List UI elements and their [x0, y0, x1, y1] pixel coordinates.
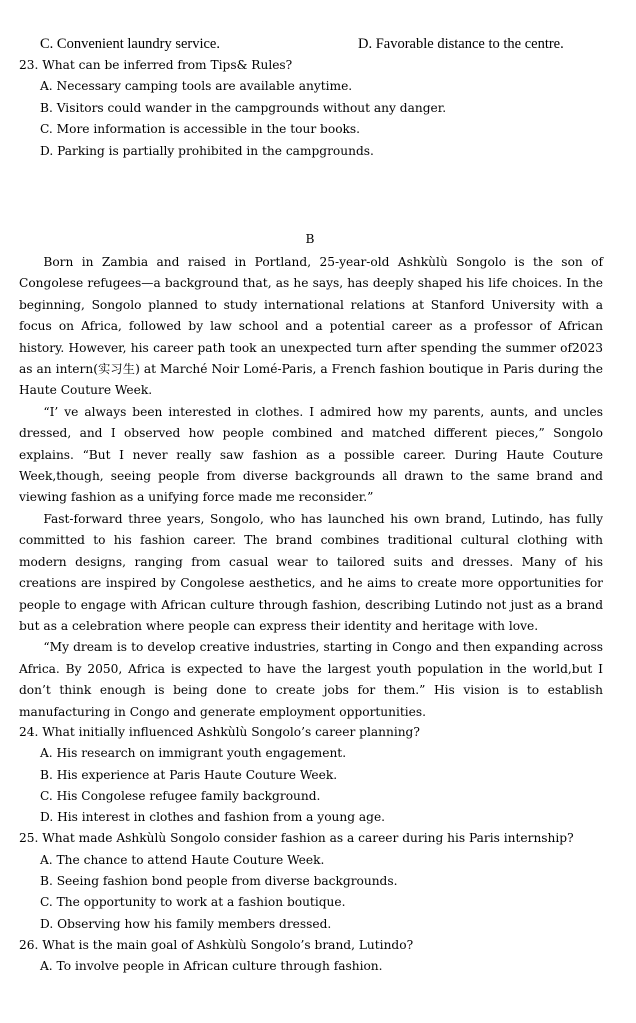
- section-label: B: [305, 232, 315, 246]
- question-23-option-c: C. More information is accessible in the tour books.: [40, 122, 361, 136]
- question-23-stem: 23. What can be inferred from Tips& Rules?: [19, 58, 293, 72]
- question-23-option-d: D. Parking is partially prohibited in the campgrounds.: [40, 144, 374, 158]
- question-25-option-a: A. The chance to attend Haute Couture Week.: [40, 853, 325, 867]
- question-23-option-a: A. Necessary camping tools are available anytime.: [40, 79, 353, 93]
- option-c: C. Convenient laundry service.: [40, 36, 220, 52]
- question-24-option-a: A. His research on immigrant youth engagement.: [40, 746, 347, 760]
- question-25-option-b: B. Seeing fashion bond people from diverse backgrounds.: [40, 874, 398, 888]
- passage-paragraph: “I’ ve always been interested in clothes. I admired how my parents, aunts, and uncles dressed, and I observed how people combined and matched different pieces,” Songolo explains. “But I never really saw fashion as a possible career. During Haute Couture Week,though, seeing people from diverse backgrounds all drawn to the same brand and viewing fashion as a unifying force made me reconsider.”: [19, 404, 603, 505]
- question-24-option-c: C. His Congolese refugee family background.: [40, 789, 321, 803]
- question-24-option-d: D. His interest in clothes and fashion from a young age.: [40, 810, 386, 824]
- question-25-option-d: D. Observing how his family members dressed.: [40, 917, 332, 931]
- question-26-stem: 26. What is the main goal of Ashkùlù Songolo’s brand, Lutindo?: [19, 938, 414, 952]
- passage-paragraph: “My dream is to develop creative industries, starting in Congo and then expanding across Africa. By 2050, Africa is expected to have the largest youth population in the world,but I don’t think enough is being done to create jobs for them.” His vision is to establish manufacturing in Congo and generate employment opportunities.: [19, 640, 603, 719]
- question-24-stem: 24. What initially influenced Ashkùlù Songolo’s career planning?: [19, 725, 420, 739]
- passage-paragraph: Fast-forward three years, Songolo, who has launched his own brand, Lutindo, has fully committed to his fashion career. The brand combines traditional cultural clothing with modern designs, ranging from casual wear to tailored suits and dresses. Many of his creations are inspired by Congolese aesthetics, and he aims to create more opportunities for people to engage with African culture through fashion, describing Lutindo not just as a brand but as a celebration where people can express their identity and heritage with love.: [19, 511, 603, 633]
- question-23-option-b: B. Visitors could wander in the campgrounds without any danger.: [40, 101, 447, 115]
- question-26-option-a: A. To involve people in African culture through fashion.: [40, 959, 383, 973]
- question-25-option-c: C. The opportunity to work at a fashion boutique.: [40, 895, 346, 909]
- option-d: D. Favorable distance to the centre.: [358, 36, 564, 52]
- reading-passage: [19, 252, 603, 723]
- question-25-stem: 25. What made Ashkùlù Songolo consider fashion as a career during his Paris internship?: [19, 831, 574, 845]
- passage-paragraph: Born in Zambia and raised in Portland, 25-year-old Ashkùlù Songolo is the son of Congolese refugees—a background that, as he says, has deeply shaped his life choices. In the beginning, Songolo planned to study international relations at Stanford University with a focus on Africa, followed by law school and a potential career as a professor of African history. However, his career path took an unexpected turn after spending the summer of2023 as an intern(实习生) at Marché Noir Lomé-Paris, a French fashion boutique in Paris during the Haute Couture Week.: [19, 255, 603, 398]
- question-24-option-b: B. His experience at Paris Haute Couture Week.: [40, 768, 338, 782]
